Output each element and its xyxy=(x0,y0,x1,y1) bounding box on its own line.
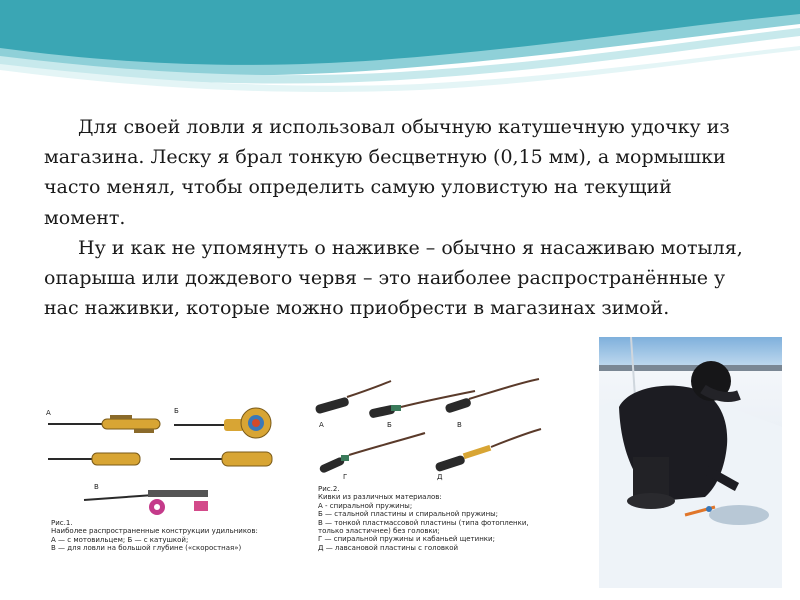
nod-types-illustration xyxy=(305,373,551,483)
figure1-label-a: А xyxy=(46,409,51,417)
rod-designs-illustration xyxy=(44,397,280,517)
figure2-caption-line: Д — лавсановой пластины с головкой xyxy=(318,543,459,552)
figure1-label-b: Б xyxy=(174,407,179,415)
wave-decoration-icon xyxy=(0,0,800,95)
figure2-caption-line: Рис.2. xyxy=(318,485,340,493)
ice-fisher-photo xyxy=(599,337,782,588)
figure2-label-g: Г xyxy=(343,473,348,481)
figure1-caption-line: Наиболее распространенные конструкции удильников: xyxy=(51,527,258,536)
ice-fisher-photo-icon xyxy=(599,337,782,588)
figure2-caption-line: Б — стальной пластины и спиральной пружины; xyxy=(318,510,499,519)
figure-rod-designs xyxy=(44,397,280,562)
paragraph-bait: Ну и как не упомянуть о наживке – обычно я насаживаю мотыля, опарыша или дождевого червя – это наиболее распространённые у нас наживки, которые можно приобрести в магазинах зимой. xyxy=(44,236,743,320)
figure2-caption-line: А - спиральной пружины; xyxy=(318,501,413,510)
figure1-label-v: В xyxy=(94,483,99,491)
figure2-caption xyxy=(318,485,529,552)
figure1-caption-line: В — для ловли на большой глубине («скоростная») xyxy=(51,544,242,553)
figure2-label-b: Б xyxy=(387,421,392,429)
figure2-caption-line: только эластичнее) без головки; xyxy=(318,527,440,536)
figure2-caption-line: Кивки из различных материалов: xyxy=(318,493,442,502)
paragraph-tackle: Для своей ловли я использовал обычную катушечную удочку из магазина. Леску я брал тонкую бесцветную (0,15 мм), а мормышки часто менял, чтобы определить самую уловистую на текущий момент. xyxy=(44,116,730,229)
figure-nod-types xyxy=(305,373,551,562)
figure2-caption-line: Г — спиральной пружины и кабаньей щетинки; xyxy=(318,535,495,544)
wave-header-decoration xyxy=(0,0,800,95)
figure1-caption-line: А — с мотовильцем; Б — с катушкой; xyxy=(51,535,189,544)
figure2-label-d: Д xyxy=(437,473,443,481)
figure2-label-v: В xyxy=(457,421,462,429)
slide-body-text xyxy=(44,112,752,323)
figure2-caption-line: В — тонкой пластмассовой пластины (типа фотопленки, xyxy=(318,518,529,527)
figure1-caption xyxy=(51,519,258,553)
figure2-label-a: А xyxy=(319,421,324,429)
figure1-caption-line: Рис.1. xyxy=(51,519,73,527)
